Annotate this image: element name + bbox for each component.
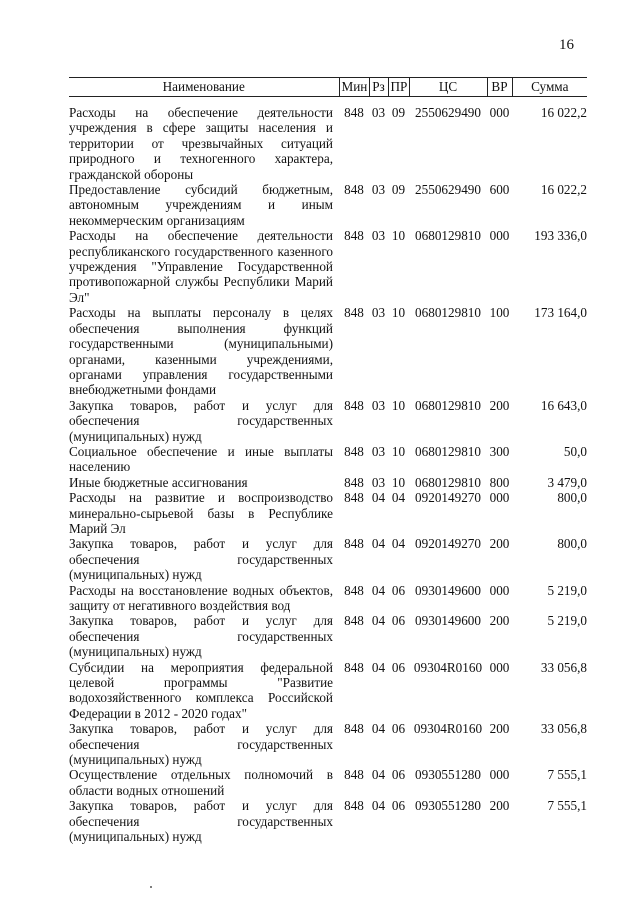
col-header-rz: Рз (369, 78, 388, 97)
row-min: 848 (344, 536, 364, 552)
row-name: Расходы на развитие и воспроизводство минерально-сырьевой базы в Республике Марий Эл (69, 490, 333, 536)
budget-table (69, 77, 587, 845)
row-pr: 06 (391, 721, 406, 737)
table-row (69, 660, 587, 722)
row-min: 848 (344, 613, 364, 629)
row-sum: 16 022,2 (540, 105, 587, 120)
row-min: 848 (344, 182, 364, 198)
scan-speck (150, 886, 152, 888)
row-min: 848 (344, 397, 364, 413)
row-rz: 03 (371, 105, 386, 120)
row-vr: 300 (489, 443, 510, 459)
row-rz: 03 (371, 182, 386, 198)
row-sum: 193 336,0 (534, 228, 587, 244)
row-pr: 09 (391, 105, 406, 120)
row-pr: 06 (391, 613, 406, 629)
row-sum: 5 219,0 (547, 582, 587, 598)
row-vr: 000 (489, 659, 510, 675)
row-name: Расходы на обеспечение деятельности республиканского государственного казенного учреждения "Управление Государственной противопожарной службы Республики Марий Эл" (69, 228, 333, 305)
table-row (69, 305, 587, 397)
table-row (69, 97, 587, 183)
row-name: Осуществление отдельных полномочий в области водных отношений (69, 767, 333, 798)
row-min: 848 (344, 659, 364, 675)
col-header-min: Мин (339, 78, 369, 97)
row-name: Иные бюджетные ассигнования (69, 474, 248, 490)
row-cs: 0680129810 (415, 305, 481, 321)
row-sum: 5 219,0 (547, 613, 587, 629)
row-rz: 04 (371, 767, 386, 783)
row-cs: 0680129810 (415, 474, 481, 490)
row-cs: 0930149600 (415, 582, 481, 598)
row-sum: 3 479,0 (547, 474, 587, 490)
row-rz: 04 (371, 659, 386, 675)
table-row (69, 182, 587, 228)
col-header-sum: Сумма (512, 78, 587, 97)
row-name: Закупка товаров, работ и услуг для обеспечения государственных (муниципальных) нужд (69, 798, 333, 845)
table-row (69, 228, 587, 305)
row-vr: 200 (489, 613, 510, 629)
row-cs: 09304R0160 (413, 721, 483, 737)
row-min: 848 (344, 582, 364, 598)
row-rz: 03 (371, 305, 386, 321)
row-rz: 03 (371, 443, 386, 459)
table-row (69, 398, 587, 444)
row-cs: 2550629490 (415, 105, 481, 120)
table-row (69, 613, 587, 659)
table-row (69, 798, 587, 844)
row-vr: 100 (489, 305, 510, 321)
row-sum: 173 164,0 (534, 305, 587, 321)
row-min: 848 (344, 490, 364, 506)
row-name: Субсидии на мероприятия федеральной целевой программы "Развитие водохозяйственного комплекса Российской Федерации в 2012 - 2020 годах" (69, 659, 333, 721)
row-min: 848 (344, 474, 364, 490)
table-row (69, 475, 587, 490)
row-min: 848 (344, 305, 364, 321)
row-vr: 000 (489, 490, 510, 506)
table-row (69, 583, 587, 614)
row-cs: 0680129810 (415, 397, 481, 413)
row-min: 848 (344, 721, 364, 737)
row-min: 848 (344, 443, 364, 459)
row-min: 848 (344, 228, 364, 244)
row-pr: 09 (391, 182, 406, 198)
row-rz: 04 (371, 536, 386, 552)
row-vr: 600 (489, 182, 510, 198)
row-sum: 33 056,8 (540, 721, 587, 737)
row-rz: 04 (371, 798, 386, 814)
row-vr: 000 (489, 767, 510, 783)
row-vr: 200 (489, 721, 510, 737)
row-pr: 10 (391, 305, 406, 321)
row-rz: 04 (371, 721, 386, 737)
row-vr: 000 (489, 105, 510, 120)
row-cs: 0920149270 (415, 490, 481, 506)
row-vr: 000 (489, 228, 510, 244)
col-header-vr: ВР (487, 78, 512, 97)
row-vr: 200 (489, 798, 510, 814)
row-cs: 0930551280 (415, 767, 481, 783)
table-row (69, 721, 587, 767)
row-name: Закупка товаров, работ и услуг для обеспечения государственных (муниципальных) нужд (69, 721, 333, 768)
row-cs: 0680129810 (415, 228, 481, 244)
row-cs: 2550629490 (415, 182, 481, 198)
table-row (69, 767, 587, 798)
row-pr: 06 (391, 659, 406, 675)
row-sum: 16 643,0 (540, 397, 587, 413)
row-pr: 06 (391, 767, 406, 783)
row-sum: 800,0 (557, 536, 587, 552)
row-vr: 200 (489, 536, 510, 552)
row-pr: 04 (391, 490, 406, 506)
row-sum: 50,0 (563, 443, 587, 459)
row-vr: 000 (489, 582, 510, 598)
row-min: 848 (344, 105, 364, 120)
row-min: 848 (344, 767, 364, 783)
row-name: Предоставление субсидий бюджетным, автономным учреждениям и иным некоммерческим организациям (69, 182, 333, 228)
table-row (69, 490, 587, 536)
row-sum: 33 056,8 (540, 659, 587, 675)
row-name: Расходы на восстановление водных объектов, защиту от негативного воздействия вод (69, 582, 333, 613)
row-sum: 800,0 (557, 490, 587, 506)
table-row (69, 536, 587, 582)
row-rz: 04 (371, 490, 386, 506)
row-vr: 200 (489, 397, 510, 413)
row-name: Закупка товаров, работ и услуг для обеспечения государственных (муниципальных) нужд (69, 536, 333, 583)
row-pr: 04 (391, 536, 406, 552)
row-name: Социальное обеспечение и иные выплаты населению (69, 443, 333, 475)
row-sum: 7 555,1 (547, 798, 587, 814)
row-rz: 03 (371, 474, 386, 490)
row-name: Расходы на обеспечение деятельности учреждения в сфере защиты населения и территории от чрезвычайных ситуаций природного и техногенного характера, гражданской обороны (69, 105, 333, 182)
row-pr: 10 (391, 474, 406, 490)
row-vr: 800 (489, 474, 510, 490)
row-cs: 09304R0160 (413, 659, 483, 675)
row-cs: 0930551280 (415, 798, 481, 814)
row-pr: 10 (391, 443, 406, 459)
row-sum: 7 555,1 (547, 767, 587, 783)
row-cs: 0680129810 (415, 443, 481, 459)
page-number: 16 (559, 37, 574, 53)
row-sum: 16 022,2 (540, 182, 587, 198)
row-pr: 06 (391, 582, 406, 598)
row-pr: 10 (391, 397, 406, 413)
row-min: 848 (344, 798, 364, 814)
row-name: Закупка товаров, работ и услуг для обеспечения государственных (муниципальных) нужд (69, 613, 333, 660)
row-pr: 10 (391, 228, 406, 244)
row-name: Расходы на выплаты персоналу в целях обеспечения выполнения функций государственными (муниципальными) органами, казенными учреждениями, органами управления государственными внебюджетными фондами (69, 305, 333, 398)
table-row (69, 444, 587, 475)
row-cs: 0930149600 (415, 613, 481, 629)
row-rz: 04 (371, 582, 386, 598)
row-rz: 03 (371, 228, 386, 244)
row-rz: 03 (371, 397, 386, 413)
row-pr: 06 (391, 798, 406, 814)
row-rz: 04 (371, 613, 386, 629)
table-header-row (69, 78, 587, 97)
col-header-cs: ЦС (409, 78, 487, 97)
row-name: Закупка товаров, работ и услуг для обеспечения государственных (муниципальных) нужд (69, 397, 333, 444)
row-cs: 0920149270 (415, 536, 481, 552)
col-header-name: Наименование (69, 78, 339, 97)
col-header-pr: ПР (388, 78, 409, 97)
